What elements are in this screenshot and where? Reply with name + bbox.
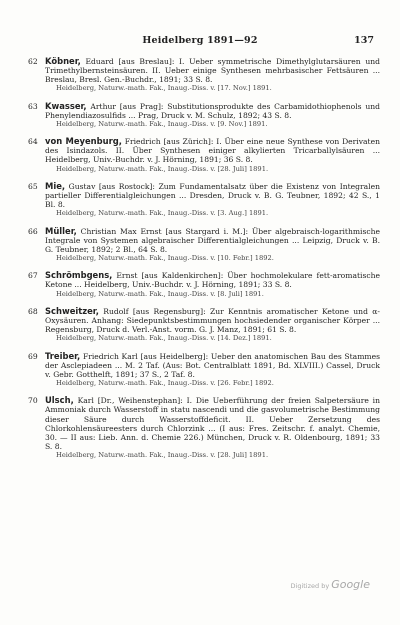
entry-title: Arthur [aus Prag]: Substitutionsprodukte des Carbamidothiophenols und Phenylendiazosulfids ... Prag, Druck v. M. Schulz, 1892; 43 S. 8.: [45, 101, 380, 120]
entry-title: Christian Max Ernst [aus Stargard i. M.]: Über algebraisch-logarithmische Integrale von Systemen algebraischer Differentialgleichungen ... Leipzig, Druck v. B. G. Teubner, 1892; 2 Bl., 64 S. 8.: [45, 226, 381, 254]
entry-text: [45, 137, 380, 164]
entry-number: 65: [28, 181, 38, 191]
entry-text: [45, 307, 380, 334]
dissertation-note: Heidelberg, Naturw.-math. Fak., Inaug.-Diss. v. [17. Nov.] 1891.: [56, 84, 272, 93]
dissertation-note: Heidelberg, Naturw.-math. Fak., Inaug.-Diss. v. [10. Febr.] 1892.: [56, 253, 274, 262]
list-item: [28, 271, 380, 298]
dissertation-note: Heidelberg, Naturw.-math. Fak., Inaug.-Diss. v. [28. Juli] 1891.: [56, 164, 269, 173]
entry-title: Gustav [aus Rostock]: Zum Fundamentalsatz über die Existenz von Integralen partieller Differentialgleichungen ... Dresden, Druck v. B. G. Teubner, 1892; 42 S., 1 Bl. 8.: [45, 181, 380, 210]
dissertation-note: Heidelberg, Naturw.-math. Fak., Inaug.-Diss. v. [14. Dez.] 1891.: [56, 334, 272, 343]
entry-text: [45, 352, 380, 379]
author-name: Kwasser,: [45, 100, 87, 111]
entry-number: 69: [28, 351, 38, 361]
author-name: Müller,: [45, 225, 77, 236]
entry-number: 63: [28, 101, 38, 111]
author-name: Köbner,: [45, 56, 81, 66]
dissertation-note: Heidelberg, Naturw.-math. Fak., Inaug.-Diss. v. [9. Nov.] 1891.: [56, 119, 268, 128]
author-name: Schweitzer,: [45, 305, 99, 316]
list-item: [28, 137, 380, 173]
author-name: Treiber,: [45, 350, 81, 361]
entry-number: 64: [28, 137, 38, 147]
dissertation-note: Heidelberg, Naturw.-math. Fak., Inaug.-Diss. v. [28. Juli] 1891.: [56, 450, 269, 459]
entry-title: Eduard [aus Breslau]: I. Ueber symmetrische Dimethylglutarsäuren und Trimethylbernsteinsäuren. II. Ueber einige Synthesen mehrbasischer Fettsäuren ... Breslau, Bresl. Gen.-Buchdr., 1891; 33 S. 8.: [45, 57, 380, 85]
entry-text: [45, 102, 380, 120]
entry-title: Rudolf [aus Regensburg]: Zur Kenntnis aromatischer Ketone und α-Oxysäuren. Anhang: Siedepunktsbestimmungen hochsiedender organischer Körper ... Regensburg, Druck d. Verl.-Anst. vorm. G. J. Manz, 1891; 61 S. 8.: [45, 306, 380, 335]
entry-number: 70: [28, 396, 38, 406]
running-header: [0, 35, 400, 49]
entry-title: Friedrich [aus Zürich]: I. Über eine neue Synthese von Derivaten des Isindazols. II. Über Synthesen einiger alkylierten Tricarballylsäuren ... Heidelberg, Univ.-Buchdr. v. J. Hörning, 1891; 36 S. 8.: [45, 137, 380, 165]
list-item: [28, 396, 380, 459]
entry-title: Ernst [aus Kaldenkirchen]: Über hochmolekulare fett-aromatische Ketone ... Heidelberg, Univ.-Buchdr. v. J. Hörning, 1891; 33 S. 8.: [45, 271, 380, 290]
entry-number: 68: [28, 306, 38, 316]
digitized-watermark: [291, 578, 370, 591]
entry-number: 67: [28, 271, 38, 281]
list-item: [28, 307, 380, 343]
dissertation-note: Heidelberg, Naturw.-math. Fak., Inaug.-Diss. v. [8. Juli] 1891.: [56, 289, 264, 298]
list-item: [28, 182, 380, 218]
entry-text: [45, 227, 380, 254]
dissertation-note: Heidelberg, Naturw.-math. Fak., Inaug.-Diss. v. [26. Febr.] 1892.: [56, 378, 274, 387]
entry-text: [45, 396, 380, 451]
entry-title: Karl [Dr., Weihenstephan]: I. Die Ueberführung der freien Salpetersäure in Ammoniak durch Wasserstoff in statu nascendi und die gasvolumetrische Bestimmung dieser Säure durch Wasserstoffdeficit. II. Ueber Zersetzung des Chlorkohlensäureesters durch Chlorzink ... (I aus: Fres. Zeitschr. f. analyt. Chemie, 30. — II aus: Lieb. Ann. d. Chemie 226.) München, Druck v. R. Oldenbourg, 1891; 33 S. 8.: [45, 396, 380, 451]
list-item: [28, 227, 380, 263]
list-item: [28, 57, 380, 93]
page-number: 137: [354, 35, 374, 46]
list-item: [28, 352, 380, 388]
list-item: [28, 102, 380, 129]
entry-text: [45, 57, 380, 84]
watermark-brand: Google: [331, 578, 370, 591]
author-name: Mie,: [45, 180, 66, 191]
watermark-prefix: Digitized by: [290, 582, 330, 590]
author-name: Ulsch,: [45, 395, 74, 406]
author-name: von Meyenburg,: [45, 136, 122, 147]
entry-title: Friedrich Karl [aus Heidelberg]: Ueber den anatomischen Bau des Stammes der Asclepiadeen ... M. 2 Taf. (Aus: Bot. Centralblatt 1891, Bd. XLVIII.) Cassel, Druck v. Gebr. Gotthelft, 1891; 37 S., 2 Taf. 8.: [45, 351, 380, 379]
entry-number: 62: [28, 57, 38, 66]
entry-number: 66: [28, 226, 38, 236]
entry-text: [45, 182, 380, 209]
author-name: Schrömbgens,: [45, 270, 113, 281]
dissertation-list: [28, 57, 380, 468]
running-title: Heidelberg 1891—92: [142, 35, 258, 46]
dissertation-note: Heidelberg, Naturw.-math. Fak., Inaug.-Diss. v. [3. Aug.] 1891.: [56, 209, 269, 218]
entry-text: [45, 271, 380, 289]
